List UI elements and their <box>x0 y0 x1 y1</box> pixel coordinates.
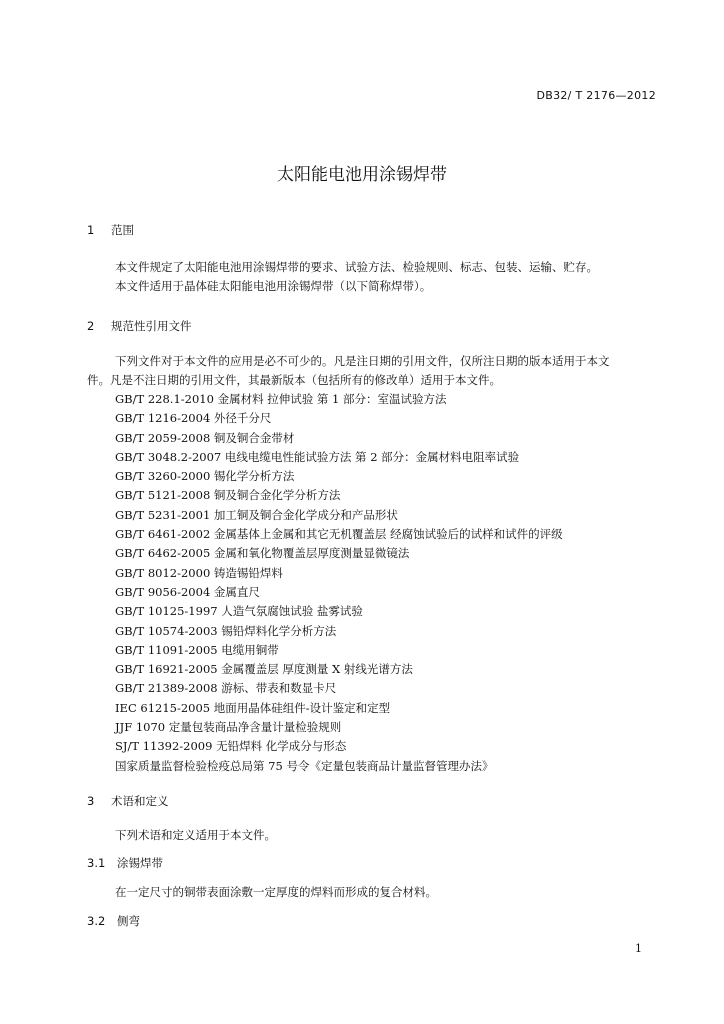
reference-item: 国家质量监督检验检疫总局第 75 号令《定量包装商品计量监督管理办法》 <box>115 758 494 773</box>
standard-code: DB32/ T 2176—2012 <box>536 89 656 102</box>
reference-item: GB/T 5121-2008 铜及铜合金化学分析方法 <box>115 488 341 503</box>
reference-item: SJ/T 11392-2009 无铅焊料 化学成分与形态 <box>115 739 347 754</box>
reference-item: GB/T 3260-2000 锡化学分析方法 <box>115 469 295 484</box>
reference-item: GB/T 9056-2004 金属直尺 <box>115 584 260 599</box>
reference-item: GB/T 6461-2002 金属基体上金属和其它无机覆盖层 经腐蚀试验后的试样和试件的评级 <box>115 527 563 542</box>
reference-item: GB/T 1216-2004 外径千分尺 <box>115 411 272 426</box>
reference-item: GB/T 228.1-2010 金属材料 拉伸试验 第 1 部分：室温试验方法 <box>115 392 447 406</box>
term-3-2-title: 侧弯 <box>117 914 140 928</box>
section-2-heading <box>87 318 192 334</box>
page-number: 1 <box>635 942 642 955</box>
term-3-2-number: 3.2 <box>87 914 106 928</box>
section-1-paragraph: 本文件规定了太阳能电池用涂锡焊带的要求、试验方法、检验规则、标志、包装、运输、贮存。 <box>115 260 598 274</box>
section-2-number: 2 <box>87 319 95 333</box>
section-1-heading <box>87 222 134 238</box>
reference-item: GB/T 21389-2008 游标、带表和数显卡尺 <box>115 681 337 696</box>
section-3-title: 术语和定义 <box>111 794 169 808</box>
reference-item: GB/T 10125-1997 人造气氛腐蚀试验 盐雾试验 <box>115 604 363 619</box>
section-2-title: 规范性引用文件 <box>111 319 192 333</box>
term-3-1-definition: 在一定尺寸的铜带表面涂敷一定厚度的焊料而形成的复合材料。 <box>115 885 437 899</box>
term-3-1-heading <box>87 855 163 871</box>
reference-item: GB/T 16921-2005 金属覆盖层 厚度测量 X 射线光谱方法 <box>115 662 413 677</box>
reference-item: GB/T 5231-2001 加工铜及铜合金化学成分和产品形状 <box>115 507 398 522</box>
reference-item: GB/T 6462-2005 金属和氧化物覆盖层厚度测量显微镜法 <box>115 546 410 561</box>
section-3-number: 3 <box>87 794 95 808</box>
reference-item: GB/T 8012-2000 铸造锡铅焊料 <box>115 565 283 580</box>
section-1-title: 范围 <box>111 223 134 237</box>
section-1-paragraph: 本文件适用于晶体硅太阳能电池用涂锡焊带（以下简称焊带）。 <box>115 279 432 293</box>
reference-list <box>115 390 563 776</box>
section-3-intro: 下列术语和定义适用于本文件。 <box>115 828 276 842</box>
reference-item: IEC 61215-2005 地面用晶体硅组件-设计鉴定和定型 <box>115 700 391 715</box>
term-3-2-heading <box>87 913 140 929</box>
reference-item: GB/T 2059-2008 铜及铜合金带材 <box>115 430 295 445</box>
section-2-intro-line-1: 下列文件对于本文件的应用是必不可少的。凡是注日期的引用文件，仅所注日期的版本适用于本文 <box>115 354 610 368</box>
reference-item: JJF 1070 定量包装商品净含量计量检验规则 <box>115 720 342 735</box>
reference-item: GB/T 10574-2003 锡铅焊料化学分析方法 <box>115 623 337 638</box>
reference-item: GB/T 11091-2005 电缆用铜带 <box>115 642 279 657</box>
reference-item: GB/T 3048.2-2007 电线电缆电性能试验方法 第 2 部分：金属材料电阻率试验 <box>115 449 520 464</box>
section-3-heading <box>87 793 169 809</box>
section-1-number: 1 <box>87 223 95 237</box>
section-2-intro-line-2: 件。凡是不注日期的引用文件，其最新版本（包括所有的修改单）适用于本文件。 <box>87 373 501 387</box>
term-3-1-title: 涂锡焊带 <box>117 856 163 870</box>
document-title: 太阳能电池用涂锡焊带 <box>277 165 447 185</box>
term-3-1-number: 3.1 <box>87 856 106 870</box>
